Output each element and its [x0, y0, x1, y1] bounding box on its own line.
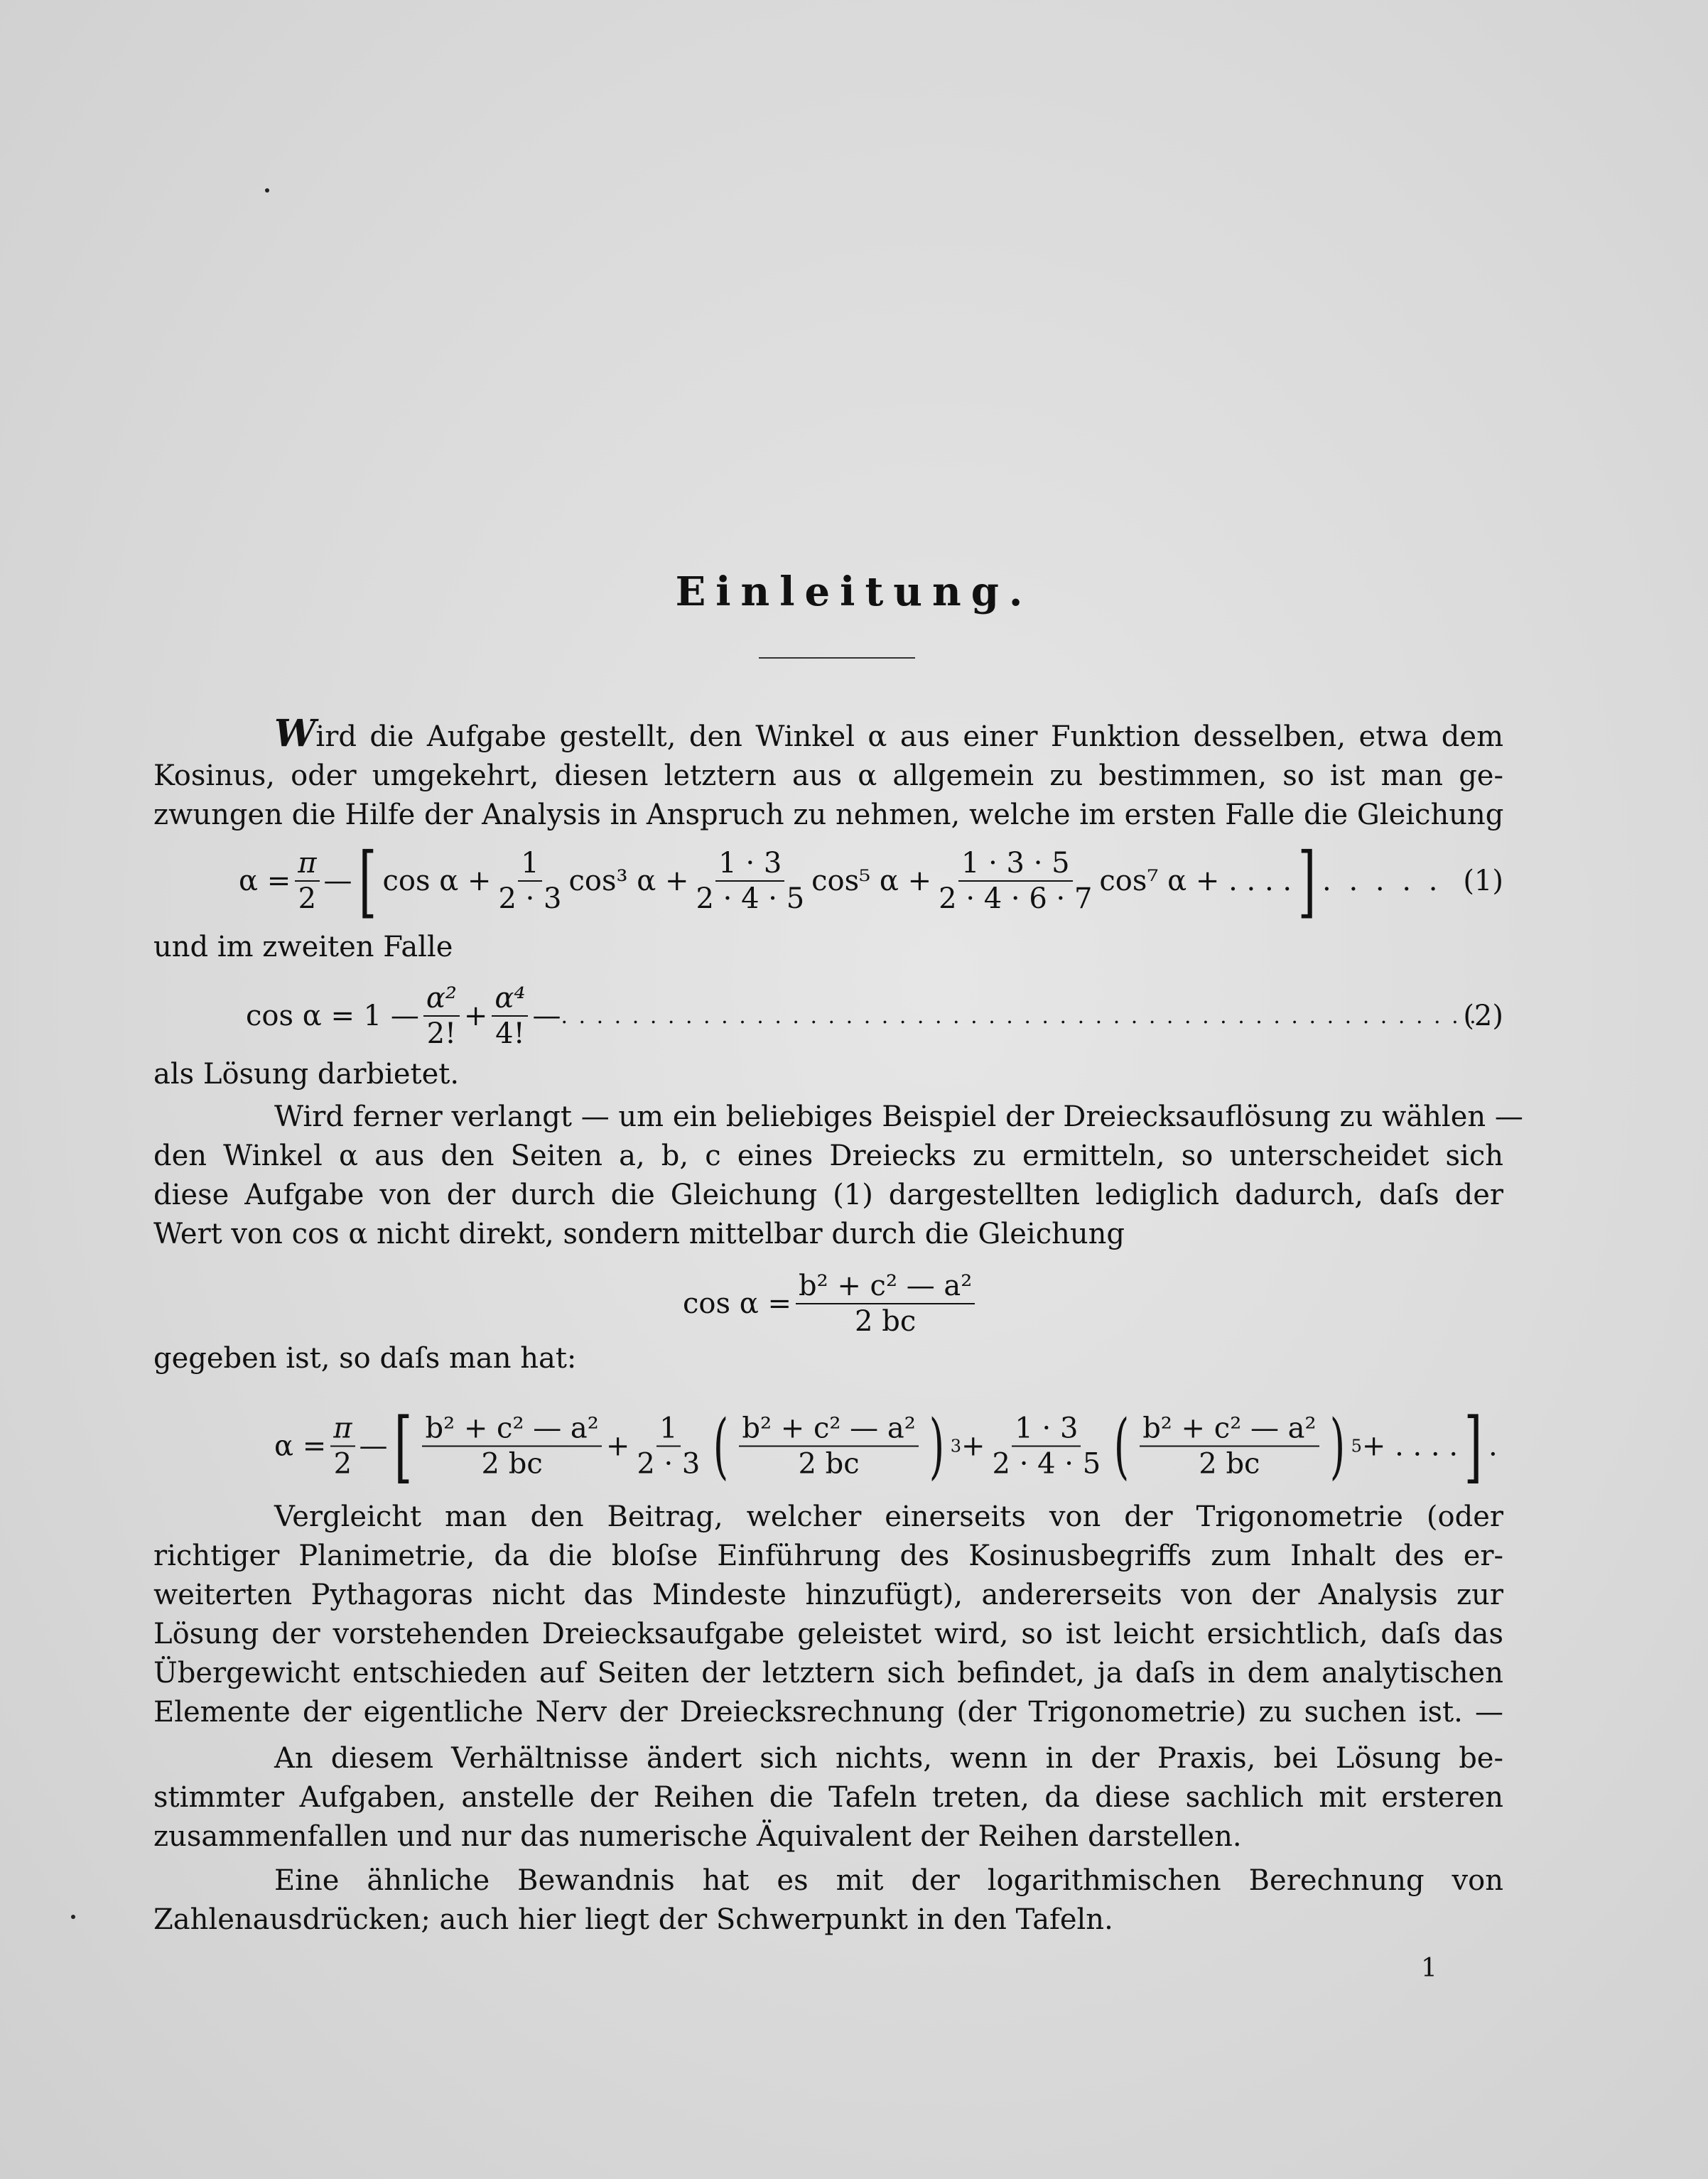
text-line-loesung: als Lösung darbietet. — [153, 1058, 460, 1091]
series-term-4: $\frac{\text{α⁴}}{4!}$ — [492, 983, 528, 1049]
text-line-zweiten: und im zweiten Falle — [153, 931, 453, 963]
coefficient-3: $\frac{1 \cdot 3 \cdot 5}{2 \cdot 4 \cdot 6 \cdot 7}$ — [939, 847, 1093, 915]
equation-4: α = $\frac{\pi}{2}$ — [ $\frac{\text{b² + c² — a²}}{2 bc}$ + $\frac{1}{2 \cdot 3}$ ( $\frac{\text{b² + c² — a²}}{2 bc}$ ) 3 + $\frac{1 \cdot 3}{2 \cdot 4 \cdot 5}$ ( $\frac{\text{b² + c² — a²}}{2 bc}$ ) 5 + . . . . ] . — [274, 1400, 1498, 1491]
equation-3: cos α = $\frac{\text{b² + c² — a²}}{2 bc}$ — [153, 1258, 1503, 1350]
drop-initial: W — [274, 712, 316, 755]
cosine-law-fraction: $\frac{\text{b² + c² — a²}}{2 bc}$ — [796, 1270, 975, 1337]
print-speck — [71, 1915, 75, 1919]
paragraph-2: Wird ferner verlangt — um ein beliebiges Beispiel der Dreiecksauflösung zu wählen — den Winkel α aus den Seiten a, b, c eines Dreiecks zu ermitteln, so unterscheidet sich diese Aufgabe von der durch die Gleichung (1) dargestellten lediglich dadurch, daſs der Wert von cos α nicht direkt, sondern mittelbar durch die Gleichung — [153, 1101, 1523, 1250]
open-bracket: [ — [358, 836, 377, 926]
paragraph-4: An diesem Verhältnisse ändert sich nichts, wenn in der Praxis, bei Lösung be- stimmter Aufgaben, anstelle der Reihen die Tafeln treten, da diese sachlich mit ersteren zusammenfallen und nur das numerische Äquivalent der Reihen darstellen. — [153, 1742, 1503, 1853]
coefficient-1: $\frac{1}{2 \cdot 3}$ — [498, 847, 562, 915]
equation-1: α = $\frac{\pi}{2}$ — [ cos α + $\frac{1}{2 \cdot 3}$ cos³ α + $\frac{1 \cdot 3}{2 \cdot 4 \cdot 5}$ cos⁵ α + $\frac{1 \cdot 3 \cdot 5}{2 \cdot 4 \cdot 6 \cdot 7}$ cos⁷ α + . . . . ] . . . . . (1) — [239, 836, 1503, 926]
equation-number-2: (2) — [1463, 1000, 1503, 1032]
paragraph-5: Eine ähnliche Bewandnis hat es mit der logarithmischen Berechnung von Zahlenausdrücken; auch hier liegt der Schwerpunkt in den Tafeln. — [153, 1864, 1503, 1936]
paragraph-1-line-1: Wird die Aufgabe gestellt, den Winkel α aus einer Funktion desselben, etwa dem — [274, 712, 1503, 755]
title-divider — [759, 657, 915, 659]
equation-2: cos α = 1 — $\frac{\text{α²}}{2!}$ + $\frac{\text{α⁴}}{4!}$ — . . . . . . . . . . . . . . . . . . . . . . . . . . . . . . . . . . . . . . . . . . . . . . . . . . . . (2) — [246, 982, 1503, 1050]
coefficient-2: $\frac{1 \cdot 3}{2 \cdot 4 \cdot 5}$ — [696, 847, 805, 915]
paragraph-1 — [153, 714, 1503, 835]
equation-number-1: (1) — [1463, 865, 1503, 897]
pi-half-fraction: $\frac{\pi}{2}$ — [295, 848, 319, 914]
paragraph-1-line-3: zwungen die Hilfe der Analysis in Anspruch zu nehmen, welche im ersten Falle die Gleichung — [153, 799, 1504, 831]
paragraph-1-line-2: Kosinus, oder umgekehrt, diesen letztern aus α allgemein zu bestimmen, so ist man ge- — [153, 759, 1503, 792]
print-speck — [265, 188, 269, 193]
close-bracket: ] — [1464, 1400, 1483, 1491]
text-line-gegeben: gegeben ist, so daſs man hat: — [153, 1342, 577, 1375]
open-bracket: [ — [394, 1400, 412, 1491]
series-term-2: $\frac{\text{α²}}{2!}$ — [423, 983, 460, 1049]
page-title: Einleitung. — [675, 568, 1033, 615]
page-number: 1 — [1421, 1954, 1437, 1983]
close-bracket: ] — [1297, 836, 1317, 926]
paragraph-3: Vergleicht man den Beitrag, welcher einerseits von der Trigonometrie (oder richtiger Planimetrie, da die bloſse Einführung des Kosinusbegriffs zum Inhalt des er- weiterten Pythagoras nicht das Mindeste hinzufügt), andererseits von der Analysis zur Lösung der vorstehenden Dreiecksaufgabe geleistet wird, so ist leicht ersichtlich, daſs das Übergewicht entschieden auf Seiten der letztern sich befindet, ja daſs in dem analytischen Elemente der eigentliche Nerv der Dreiecksrechnung (der Trigonometrie) zu suchen ist. — — [153, 1501, 1503, 1729]
